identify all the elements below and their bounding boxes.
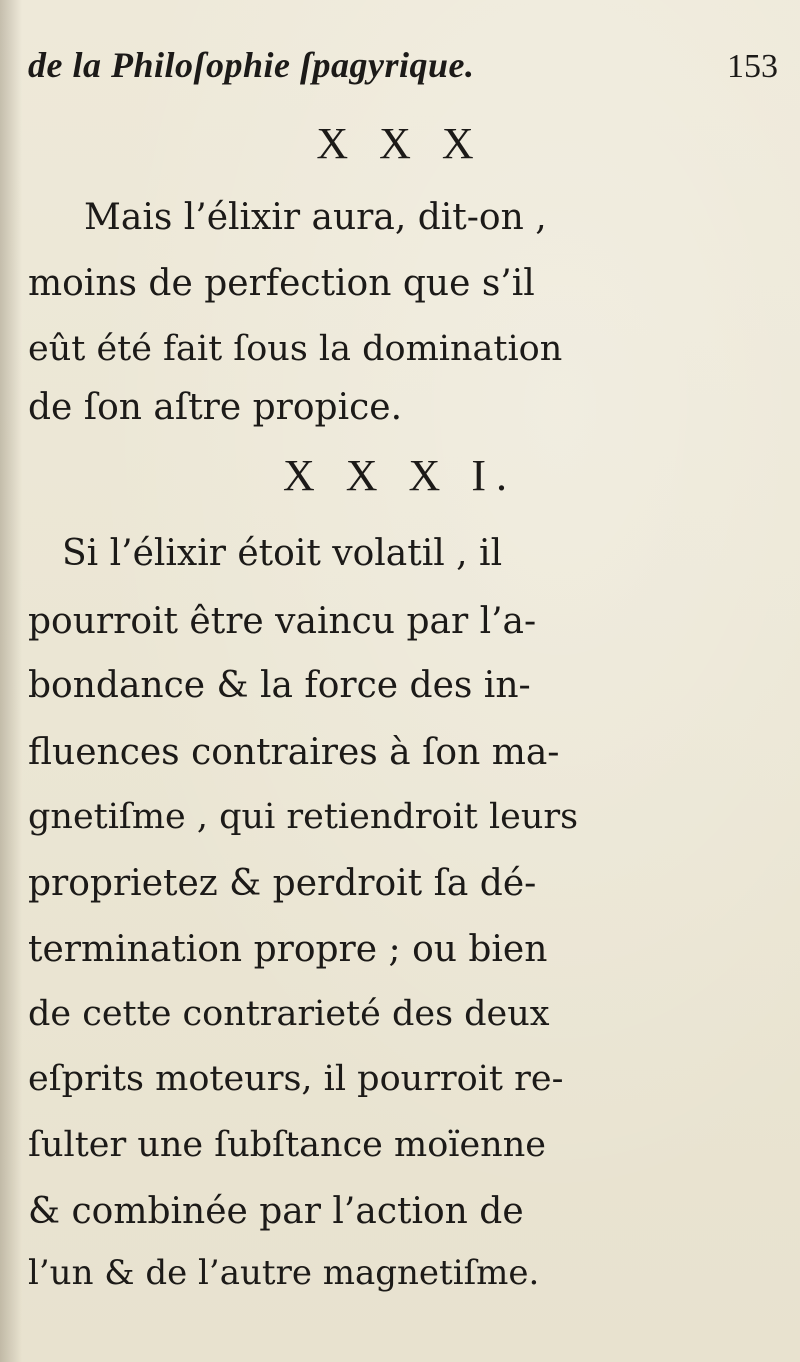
text-line: ſulter une ſubſtance moïenne	[28, 1125, 546, 1165]
text-line: Mais l’élixir aura, dit-on ,	[84, 197, 547, 238]
text-line: gnetiſme , qui retiendroit leurs	[28, 797, 579, 837]
text-line: proprietez & perdroit ſa dé-	[28, 863, 537, 904]
section-number-31: X X X I.	[283, 451, 517, 500]
gutter-shadow	[0, 0, 22, 1362]
text-line: pourroit être vaincu par l’a-	[28, 601, 537, 642]
text-line: de cette contrarieté des deux	[28, 994, 550, 1034]
text-line: moins de perfection que s’il	[28, 263, 535, 304]
running-title: de la Philoſophie ſpagyrique.	[28, 45, 475, 85]
text-line: de ſon aſtre propice.	[28, 387, 403, 428]
text-line: fluences contraires à ſon ma-	[28, 732, 560, 773]
text-line: Si l’élixir étoit volatil , il	[62, 533, 503, 574]
running-head	[28, 44, 778, 96]
text-line: eût été fait ſous la domination	[28, 329, 563, 369]
text-line: bondance & la force des in-	[28, 665, 531, 706]
text-line: l’un & de l’autre magnetiſme.	[28, 1253, 540, 1293]
section-number-30: X X X	[316, 119, 484, 168]
page-number: 153	[727, 48, 778, 85]
text-line: & combinée par l’action de	[28, 1191, 524, 1232]
text-line: eſprits moteurs, il pourroit re-	[28, 1059, 564, 1099]
text-line: termination propre ; ou bien	[28, 929, 548, 970]
